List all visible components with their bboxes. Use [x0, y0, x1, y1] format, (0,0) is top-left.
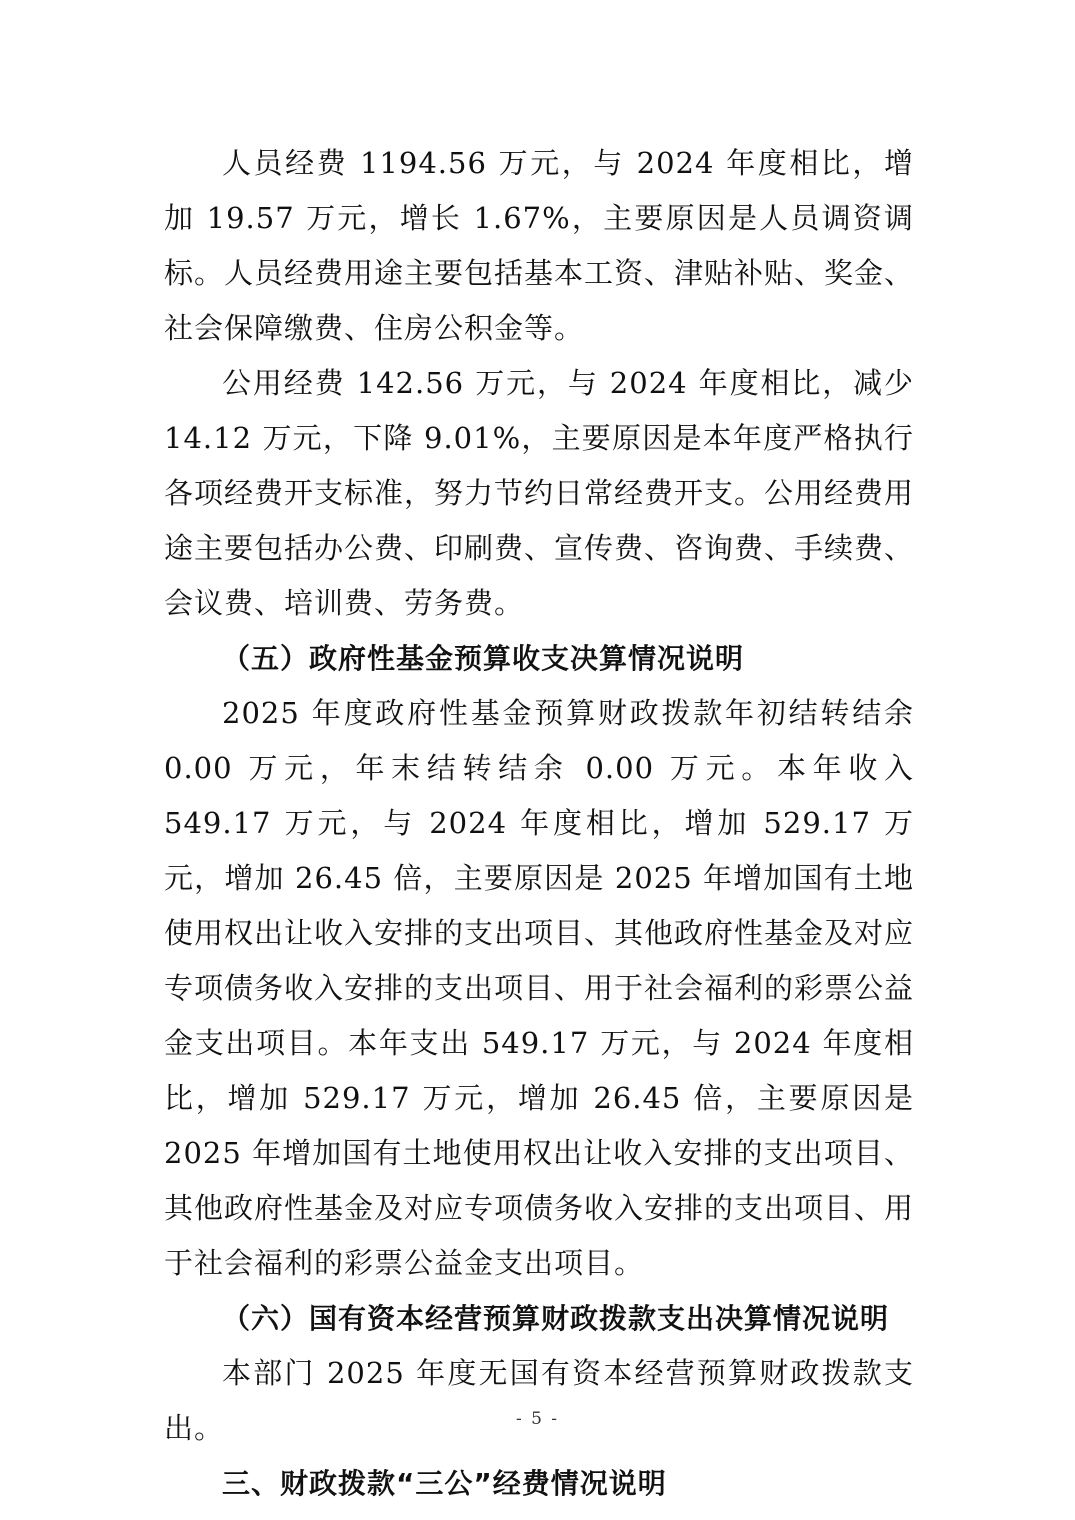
government-fund-paragraph: 2025 年度政府性基金预算财政拨款年初结转结余 0.00 万元，年末结转结余 0.00 万元。本年收入 549.17 万元，与 2024 年度相比，增加 529.17 万元，增加 26.45 倍，主要原因是 2025 年增加国有土地使用权出让收入安排的支出项目、其他政府性基金及对应专项债务收入安排的支出项目、用于社会福利的彩票公益金支出项目。本年支出 549.17 万元，与 2024 年度相比，增加 529.17 万元，增加 26.45 倍，主要原因是 2025 年增加国有土地使用权出让收入安排的支出项目、其他政府性基金及对应专项债务收入安排的支出项目、用于社会福利的彩票公益金支出项目。: [164, 696, 915, 1280]
section-heading-government-fund: （五）政府性基金预算收支决算情况说明: [222, 642, 745, 675]
state-capital-paragraph: 本部门 2025 年度无国有资本经营预算财政拨款支出。: [164, 1356, 914, 1445]
section-heading-state-capital: （六）国有资本经营预算财政拨款支出决算情况说明: [222, 1302, 890, 1335]
page-number: - 5 -: [515, 1409, 560, 1429]
personnel-expense-paragraph: 人员经费 1194.56 万元，与 2024 年度相比，增加 19.57 万元，增长 1.67%，主要原因是人员调资调标。人员经费用途主要包括基本工资、津贴补贴、奖金、社会保障缴费、住房公积金等。: [164, 146, 915, 345]
public-expense-paragraph: 公用经费 142.56 万元，与 2024 年度相比，减少 14.12 万元，下降 9.01%，主要原因是本年度严格执行各项经费开支标准，努力节约日常经费开支。公用经费用途主要包括办公费、印刷费、宣传费、咨询费、手续费、会议费、培训费、劳务费。: [164, 366, 915, 620]
document-body: [164, 136, 914, 1511]
section-heading-three-public-expenses: 三、财政拨款“三公”经费情况说明: [222, 1467, 667, 1500]
